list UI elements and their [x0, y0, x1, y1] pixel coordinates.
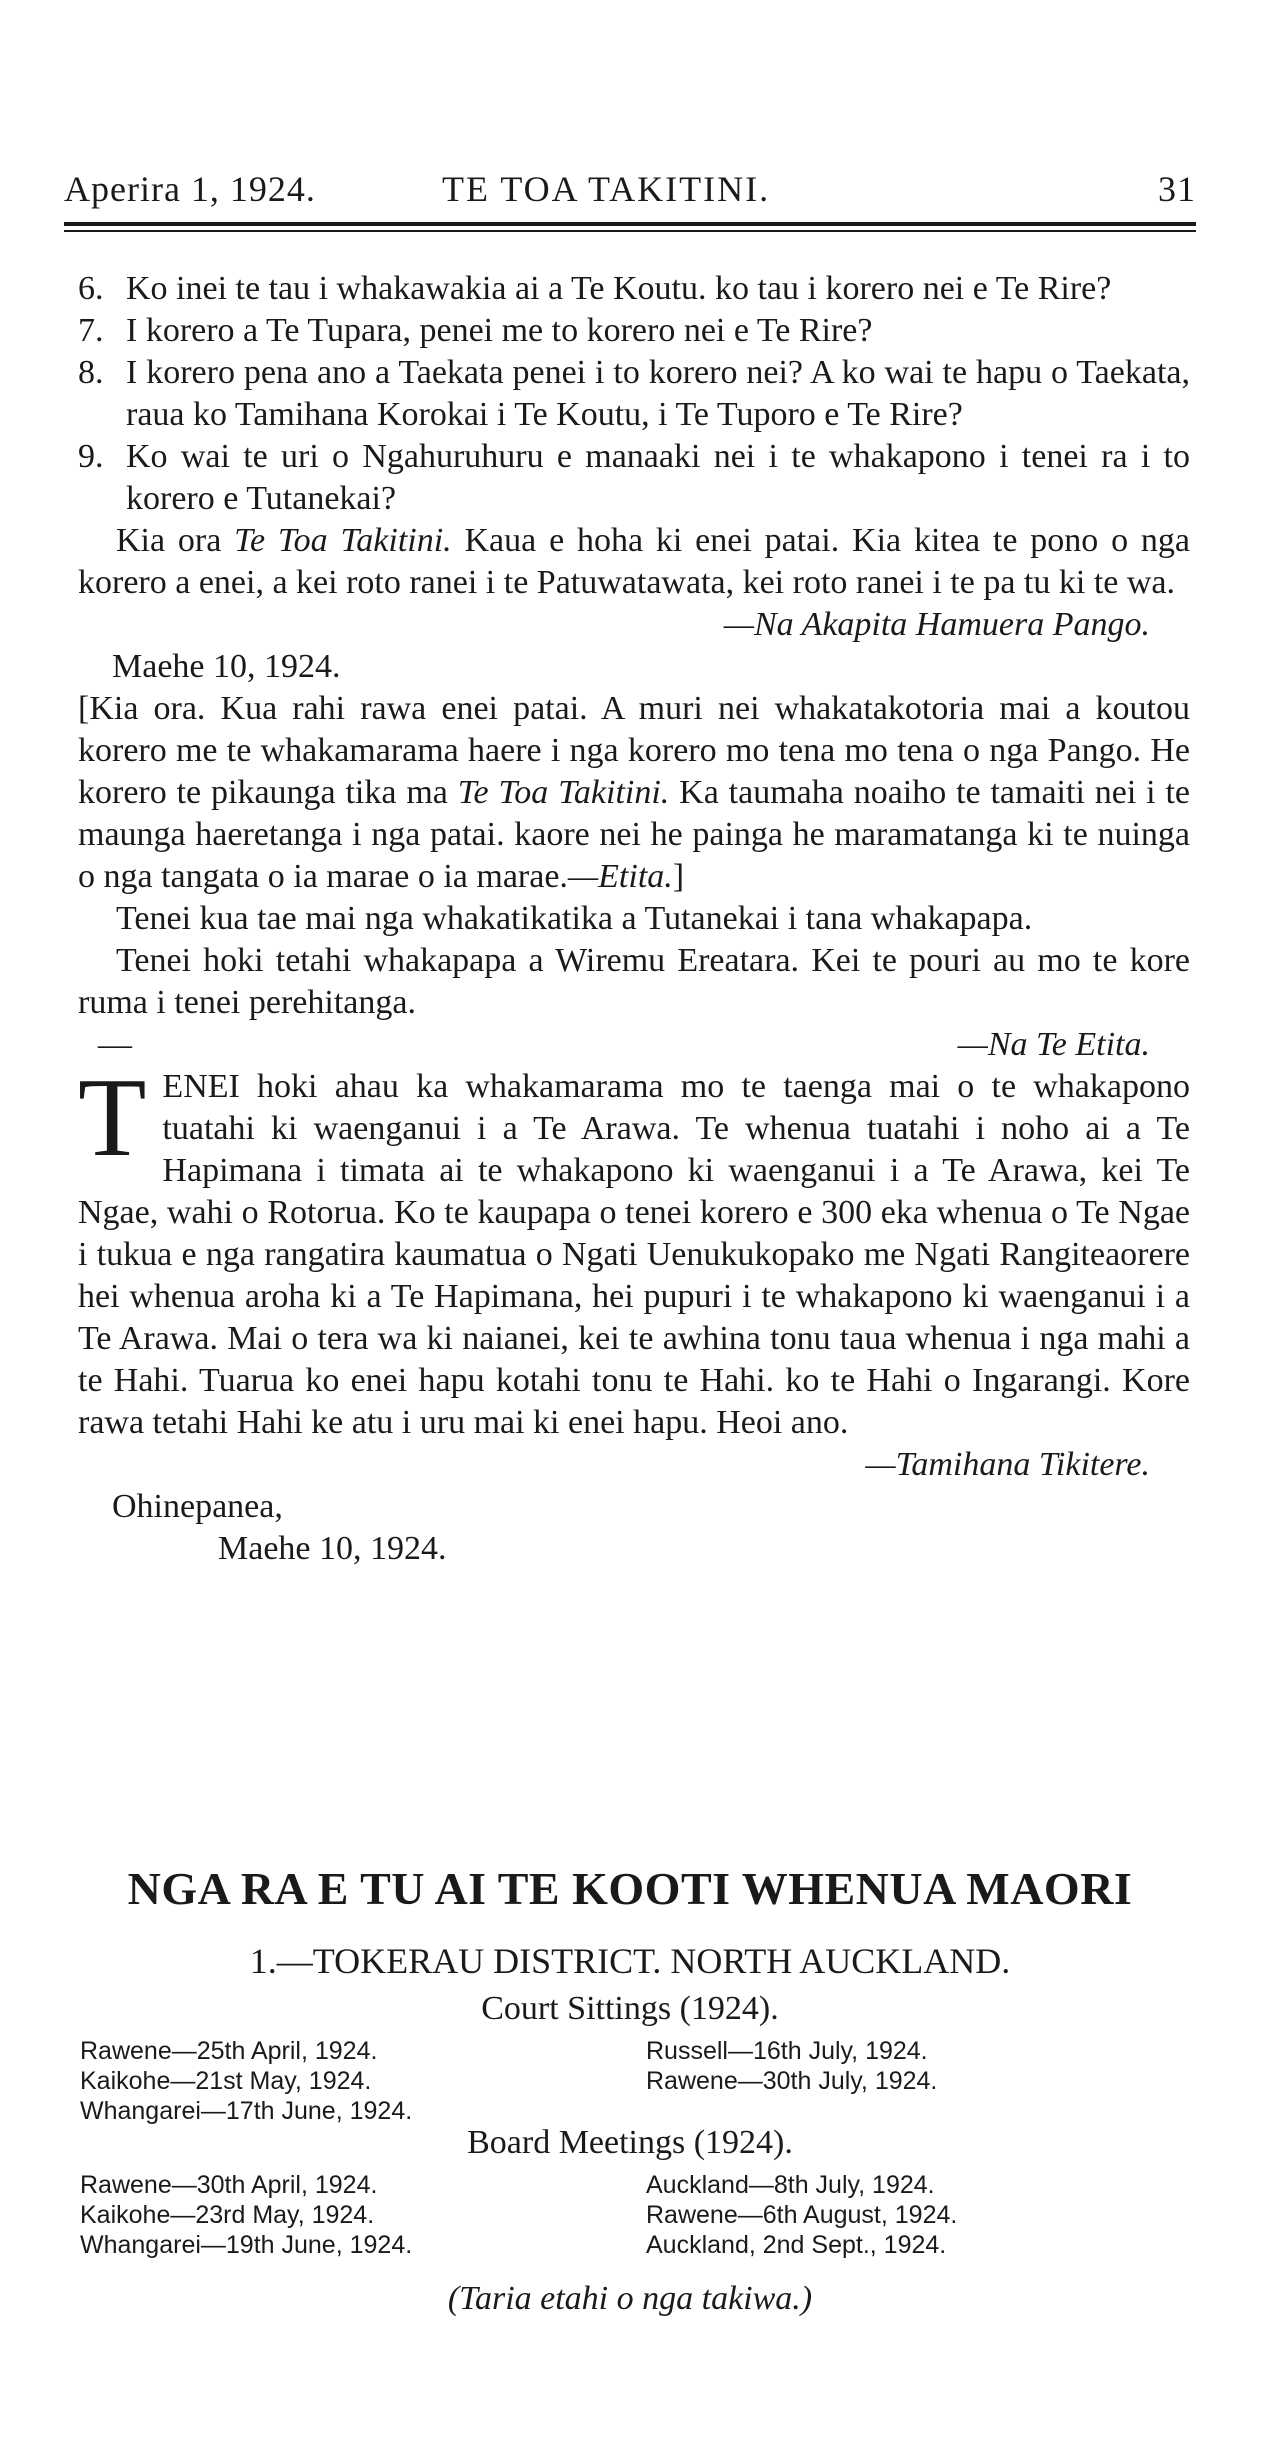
bracket: ]: [672, 858, 685, 895]
paper-name: Te Toa Takitini.: [457, 774, 670, 811]
page-number: 31: [1158, 169, 1196, 209]
question-number: 9.: [78, 438, 104, 475]
meeting-entry: Whangarei—19th June, 1924.: [80, 2231, 413, 2259]
sitting-entry: Whangarei—17th June, 1924.: [80, 2097, 413, 2125]
header-title: TE TOA TAKITINI.: [442, 169, 771, 209]
article-text: hoki ahau ka whakamarama mo te taenga mai o te whakapono tuatahi ki waenganui i a Te Arawa. Te whenua tuatahi i noho ai a Te Hapimana i timata ai te whakapono ki waenganui i a Te Arawa, kei Te Ngae, wahi o Rotorua. Ko te kaupapa o tenei korero e 300 eka whenua o Te Ngae i tukua e nga rangatira kaumatua o Ngati Uenukukopako me Ngati Rangiteaorere hei whenua aroha ki a Te Hapimana, hei pupuri i te whakapono ki waenganui i a Te Arawa. Mai o tera wa ki naianei, kei te awhina tonu taua whenua i nga mahi a te Hahi. Tuarua ko enei hapu kotahi tonu te Hahi. ko te Hahi o Ingarangi. Kore rawa tetahi Hahi ke atu i uru mai ki enei hapu. Heoi ano.: [78, 1068, 1190, 1441]
letter-signature: —Na Akapita Hamuera Pango.: [723, 606, 1150, 643]
editor-signoff: [78, 1024, 1190, 1066]
wiremu-paragraph: Tenei hoki tetahi whakapapa a Wiremu Ereatara. Kei te pouri au mo te kore ruma i tenei perehitanga.: [78, 942, 1190, 1021]
question-number: 7.: [78, 312, 104, 349]
board-meetings-title: Board Meetings (1924).: [467, 2124, 793, 2161]
meetings-right-list: [646, 2170, 957, 2260]
article-body: [78, 268, 1190, 1570]
letter-paragraph: [78, 520, 1190, 604]
letter-date: Maehe 10, 1924.: [112, 648, 341, 685]
header-date: Aperira 1, 1924.: [64, 169, 316, 209]
paper-name: Te Toa Takitini.: [234, 522, 452, 559]
meetings-left-list: [80, 2170, 412, 2260]
tutanekai-paragraph: Tenei kua tae mai nga whakatikatika a Tutanekai i tana whakapapa.: [116, 900, 1033, 937]
article-place: Ohinepanea,: [112, 1488, 283, 1525]
footer-note: (Taria etahi o nga takiwa.): [447, 2280, 813, 2317]
page-header: [64, 168, 1196, 216]
question-number: 8.: [78, 354, 104, 391]
article-paragraph: [78, 1056, 1190, 1444]
article-signature: —Tamihana Tikitere.: [865, 1446, 1150, 1483]
sitting-entry: Russell—16th July, 1924.: [646, 2037, 928, 2065]
letter-text: Kaua e hoha ki enei patai. Kia kitea te pono o nga korero a enei, a kei roto ranei i te Patuwatawata, kei roto ranei i te pa tu ki te wa.: [78, 522, 1190, 601]
dash-separator: —: [98, 1026, 132, 1063]
question-6: [78, 268, 1190, 310]
letter-text: Kia ora: [116, 522, 235, 559]
drop-cap: T: [78, 1056, 147, 1180]
court-sittings-title: Court Sittings (1924).: [481, 1990, 779, 2027]
question-number: 6.: [78, 270, 104, 307]
court-heading: NGA RA E TU AI TE KOOTI WHENUA MAORI: [127, 1863, 1133, 1914]
editor-signature: —Etita.: [567, 858, 673, 895]
meeting-entry: Auckland, 2nd Sept., 1924.: [646, 2231, 947, 2259]
meeting-entry: Rawene—30th April, 1924.: [80, 2171, 378, 2199]
meeting-entry: Auckland—8th July, 1924.: [646, 2171, 935, 2199]
question-text: I korero a Te Tupara, penei me to korero nei e Te Rire?: [126, 312, 873, 349]
sittings-left-list: [80, 2036, 412, 2126]
district-heading: 1.—TOKERAU DISTRICT. NORTH AUCKLAND.: [249, 1941, 1011, 1981]
question-8: [78, 352, 1190, 436]
article-date: Maehe 10, 1924.: [218, 1530, 447, 1567]
meeting-entry: Rawene—6th August, 1924.: [646, 2201, 958, 2229]
meeting-entry: Kaikohe—23rd May, 1924.: [80, 2201, 375, 2229]
editor-note: [78, 688, 1190, 898]
article-first-word: ENEI: [162, 1068, 240, 1105]
header-rule: [64, 222, 1196, 226]
editor-note-text: [Kia ora. Kua rahi rawa enei patai. A muri nei whakatakotoria mai a koutou korero me te whakamarama haere i nga korero mo tena mo tena o nga Pango. He korero te pikaunga tika ma: [78, 690, 1190, 811]
question-text: Ko inei te tau i whakawakia ai a Te Koutu. ko tau i korero nei e Te Rire?: [126, 270, 1112, 307]
question-7: [78, 310, 1190, 352]
sittings-right-list: [646, 2036, 937, 2096]
editor-signoff-text: —Na Te Etita.: [957, 1026, 1150, 1063]
question-text: Ko wai te uri o Ngahuruhuru e manaaki nei i te whakapono i tenei ra i to korero e Tutanekai?: [126, 438, 1190, 517]
sitting-entry: Rawene—30th July, 1924.: [646, 2067, 938, 2095]
sitting-entry: Rawene—25th April, 1924.: [80, 2037, 378, 2065]
question-text: I korero pena ano a Taekata penei i to korero nei? A ko wai te hapu o Taekata, raua ko Tamihana Korokai i Te Koutu, i Te Tuporo e Te Rire?: [126, 354, 1190, 433]
question-9: [78, 436, 1190, 520]
sitting-entry: Kaikohe—21st May, 1924.: [80, 2067, 372, 2095]
editor-note-text: Ka taumaha noaiho te tamaiti nei i te maunga haeretanga i nga patai. kaore nei he painga he maramatanga ki te nuinga o nga tangata o ia marae o ia marae.: [78, 774, 1190, 895]
header-rule-thin: [64, 230, 1196, 232]
